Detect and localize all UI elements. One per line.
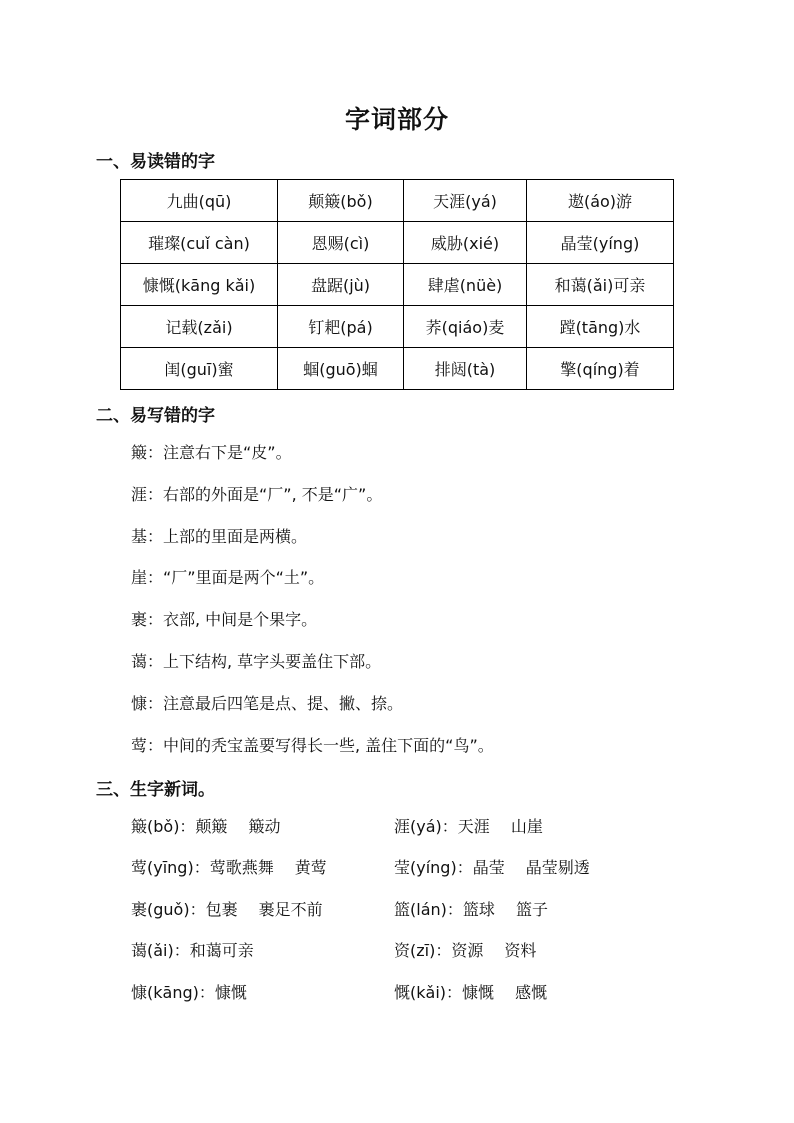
table-cell: 九曲(qū) [121, 180, 278, 222]
vocab-entry: 慷(kāng)：慷慨 [131, 982, 247, 1002]
list-item [131, 857, 731, 898]
table-cell: 蝈(guō)蝈 [278, 348, 404, 390]
table-cell: 颠簸(bǒ) [278, 180, 404, 222]
table-cell: 威胁(xié) [404, 222, 527, 264]
table-row [121, 264, 674, 306]
list-item: 慷：注意最后四笔是点、提、撇、捺。 [131, 693, 404, 713]
vocab-entry: 篮(lán)：篮球 篮子 [394, 899, 548, 919]
vocab-entry: 莺(yīng)：莺歌燕舞 黄莺 [131, 858, 327, 878]
list-item: 崖：“厂”里面是两个“土”。 [131, 568, 325, 588]
table-row [121, 222, 674, 264]
list-item: 裹：衣部, 中间是个果字。 [131, 610, 318, 630]
table-cell: 擎(qíng)着 [527, 348, 674, 390]
table-cell: 盘踞(jù) [278, 264, 404, 306]
table-cell: 肆虐(nüè) [404, 264, 527, 306]
vocab-entry: 慨(kǎi)：慷慨 感慨 [394, 982, 548, 1002]
table-cell: 晶莹(yíng) [527, 222, 674, 264]
vocab-entry: 莹(yíng)：晶莹 晶莹剔透 [394, 858, 590, 878]
list-item [131, 940, 731, 981]
table-cell: 记载(zǎi) [121, 306, 278, 348]
table-row [121, 180, 674, 222]
vocab-entry: 蔼(ǎi)：和蔼可亲 [131, 941, 254, 961]
list-item: 蔼：上下结构, 草字头要盖住下部。 [131, 651, 382, 671]
misread-words-table [120, 179, 674, 390]
list-item: 簸：注意右下是“皮”。 [131, 443, 292, 462]
section-heading-misread: 一、易读错的字 [96, 152, 215, 172]
section-heading-new-words: 三、生字新词。 [96, 780, 215, 800]
page-title: 字词部分 [344, 105, 449, 134]
list-item [131, 816, 731, 857]
table-cell: 排闼(tà) [404, 348, 527, 390]
list-item: 基：上部的里面是两横。 [131, 526, 308, 546]
table-cell: 恩赐(cì) [278, 222, 404, 264]
list-item [131, 982, 731, 1023]
table-cell: 天涯(yá) [404, 180, 527, 222]
table-cell: 璀璨(cuǐ càn) [121, 222, 278, 264]
new-words-list [131, 816, 731, 1023]
table-cell: 遨(áo)游 [527, 180, 674, 222]
table-cell: 慷慨(kāng kǎi) [121, 264, 278, 306]
list-item [131, 899, 731, 940]
table-row [121, 306, 674, 348]
list-item: 莺：中间的秃宝盖要写得长一些, 盖住下面的“鸟”。 [131, 735, 494, 755]
list-item: 涯：右部的外面是“厂”, 不是“广”。 [131, 484, 383, 504]
table-cell: 蹚(tāng)水 [527, 306, 674, 348]
table-cell: 钉耙(pá) [278, 306, 404, 348]
miswritten-notes-list [131, 442, 731, 776]
vocab-entry: 裹(guǒ)：包裹 裹足不前 [131, 899, 323, 919]
section-heading-miswritten: 二、易写错的字 [96, 406, 215, 426]
table-cell: 荞(qiáo)麦 [404, 306, 527, 348]
vocab-entry: 涯(yá)：天涯 山崖 [394, 817, 543, 836]
table-cell: 和蔼(ǎi)可亲 [527, 264, 674, 306]
table-cell: 闺(guī)蜜 [121, 348, 278, 390]
vocab-entry: 资(zī)：资源 资料 [394, 941, 537, 961]
vocab-entry: 簸(bǒ)：颠簸 簸动 [131, 817, 281, 836]
table-row [121, 348, 674, 390]
